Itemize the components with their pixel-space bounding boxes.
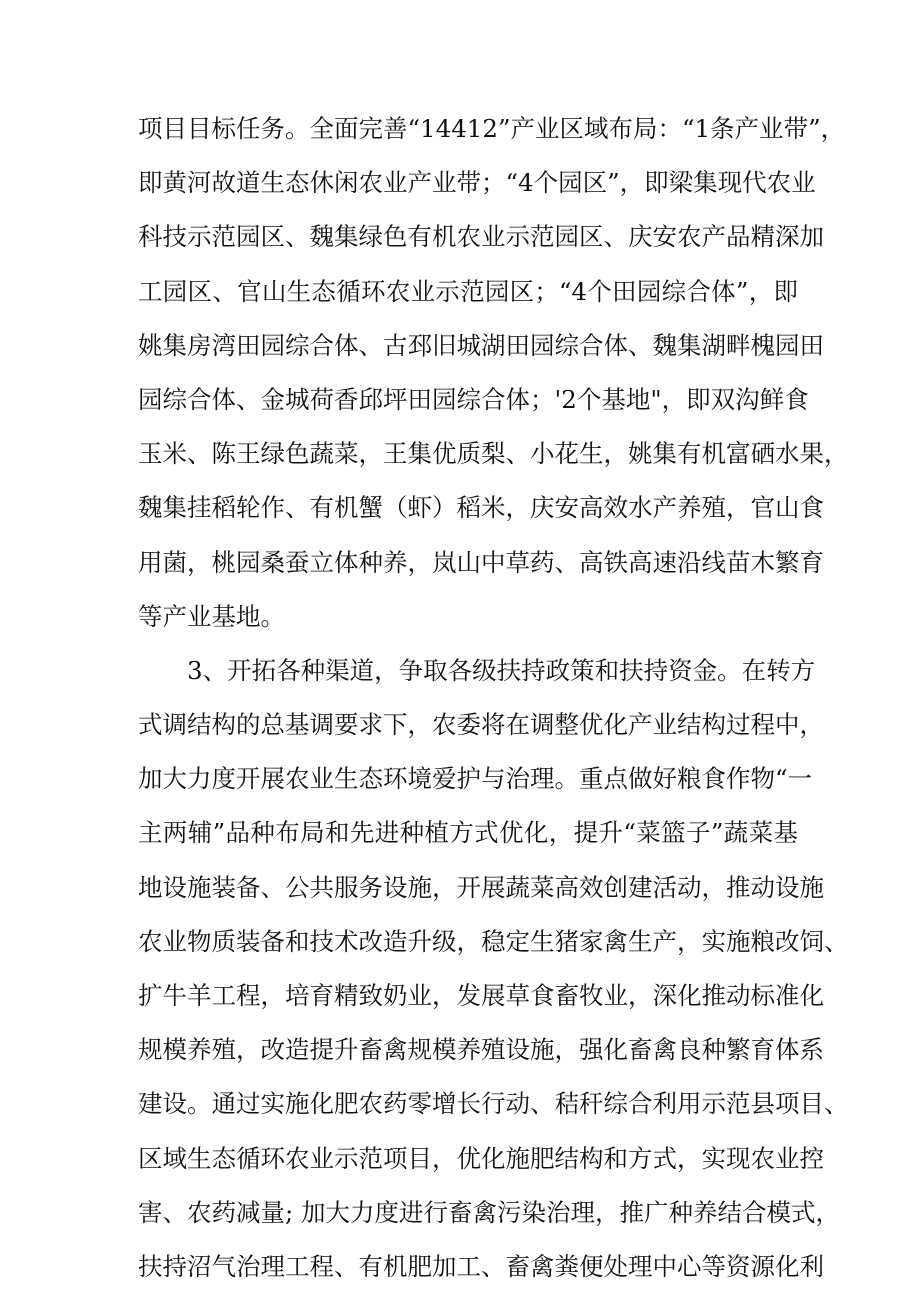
text-line: 项目目标任务。全面完善“14412”产业区域布局：“1条产业带”， [138,114,846,143]
text-line: 3、开拓各种渠道，争取各级扶持政策和扶持资金。在转方 [187,655,816,685]
text-line: 魏集挂稻轮作、有机蟹（虾）稻米，庆安高效水产养殖，官山食 [138,493,824,523]
text-line: 园综合体、金城荷香邱坪田园综合体；'2个基地"，即双沟鲜食 [138,384,809,414]
text-line: 科技示范园区、魏集绿色有机农业示范园区、庆安农产品精深加 [138,222,824,252]
text-line: 区域生态循环农业示范项目，优化施肥结构和方式，实现农业控 [138,1143,824,1173]
text-line: 建设。通过实施化肥农药零增长行动、秸秆综合利用示范县项目、 [138,1089,849,1119]
text-line: 扩牛羊工程，培育精致奶业，发展草食畜牧业，深化推动标准化 [138,981,824,1010]
text-line: 地设施装备、公共服务设施，开展蔬菜高效创建活动，推动设施 [138,872,824,902]
text-line: 扶持沼气治理工程、有机肥加工、畜禽粪便处理中心等资源化利 [138,1251,824,1281]
text-line: 姚集房湾田园综合体、古邳旧城湖田园综合体、魏集湖畔槐园田 [138,330,824,360]
text-line: 害、农药减量; 加大力度进行畜禽污染治理，推广种养结合模式， [138,1197,841,1227]
text-line: 工园区、官山生态循环农业示范园区；“4个田园综合体”，即 [138,276,798,306]
text-line: 即黄河故道生态休闲农业产业带；“4个园区”，即梁集现代农业 [138,168,816,198]
text-line: 加大力度开展农业生态环境爱护与治理。重点做好粮食作物“一 [138,764,813,794]
text-line: 农业物质装备和技术改造升级，稳定生猪家禽生产，实施粮改饲、 [138,926,849,956]
text-line: 规模养殖，改造提升畜禽规模养殖设施，强化畜禽良种繁育体系 [138,1035,824,1065]
text-line: 式调结构的总基调要求下，农委将在调整优化产业结构过程中， [138,710,824,740]
text-line: 用菌，桃园桑蚕立体种养，岚山中草药、高铁高速沿线苗木繁育 [138,547,824,577]
text-line: 主两辅”品种布局和先进种植方式优化，提升“菜篮子”蔬菜基 [138,818,798,848]
body-text [138,102,849,1294]
text-line: 等产业基地。 [138,601,285,631]
text-line: 玉米、陈王绿色蔬菜，王集优质梨、小花生，姚集有机富硒水果， [138,439,849,469]
